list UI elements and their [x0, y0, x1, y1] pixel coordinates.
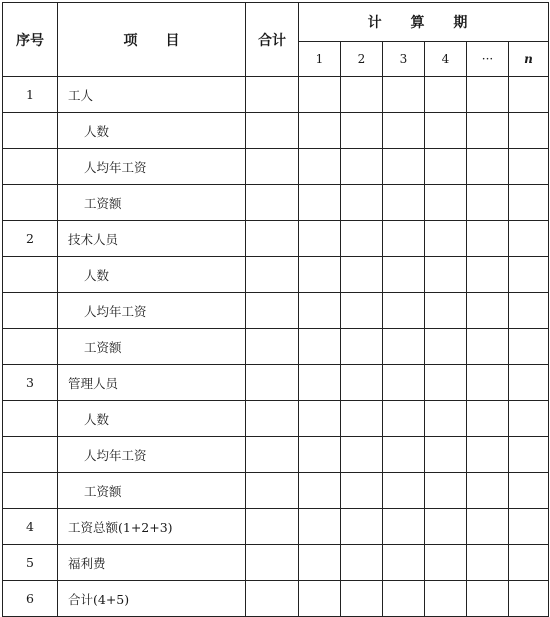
row-period-cell [299, 257, 341, 293]
row-total-cell [246, 401, 299, 437]
row-total-cell [246, 545, 299, 581]
row-seq [3, 257, 58, 293]
row-period-cell [509, 77, 549, 113]
row-period-cell [383, 365, 425, 401]
row-period-cell [383, 329, 425, 365]
row-period-cell [425, 437, 467, 473]
table-row [3, 401, 549, 437]
table-row [3, 473, 549, 509]
row-period-cell [425, 257, 467, 293]
row-period-cell [467, 365, 509, 401]
row-total-cell [246, 473, 299, 509]
row-period-cell [509, 257, 549, 293]
row-period-cell [467, 149, 509, 185]
row-item: 工资额 [58, 329, 246, 365]
row-period-cell [383, 581, 425, 617]
row-period-cell [341, 581, 383, 617]
row-period-cell [467, 77, 509, 113]
table-row [3, 437, 549, 473]
row-period-cell [425, 545, 467, 581]
row-seq: 6 [3, 581, 58, 617]
row-seq: 2 [3, 221, 58, 257]
row-period-cell [509, 185, 549, 221]
row-period-cell [341, 149, 383, 185]
row-period-cell [299, 545, 341, 581]
row-item: 人均年工资 [58, 293, 246, 329]
row-period-cell [299, 581, 341, 617]
row-item: 合计(4+5) [58, 581, 246, 617]
table-row [3, 545, 549, 581]
row-period-cell [467, 473, 509, 509]
table-row [3, 293, 549, 329]
row-period-cell [509, 113, 549, 149]
row-seq [3, 401, 58, 437]
header-period-ellipsis: ··· [467, 42, 509, 77]
row-period-cell [467, 113, 509, 149]
row-period-cell [383, 257, 425, 293]
header-period-1: 1 [299, 42, 341, 77]
row-period-cell [425, 509, 467, 545]
row-seq: 4 [3, 509, 58, 545]
row-item: 人数 [58, 113, 246, 149]
row-period-cell [509, 545, 549, 581]
row-period-cell [341, 329, 383, 365]
row-period-cell [341, 473, 383, 509]
header-item: 项 目 [58, 3, 246, 77]
row-period-cell [467, 257, 509, 293]
row-period-cell [341, 437, 383, 473]
row-total-cell [246, 293, 299, 329]
row-period-cell [383, 113, 425, 149]
row-period-cell [341, 401, 383, 437]
row-period-cell [341, 545, 383, 581]
row-item: 工资额 [58, 473, 246, 509]
row-period-cell [341, 113, 383, 149]
row-period-cell [383, 545, 425, 581]
row-period-cell [425, 365, 467, 401]
row-period-cell [383, 149, 425, 185]
row-period-cell [299, 113, 341, 149]
row-period-cell [509, 581, 549, 617]
row-period-cell [425, 581, 467, 617]
row-period-cell [299, 149, 341, 185]
row-period-cell [467, 437, 509, 473]
row-period-cell [425, 113, 467, 149]
row-item: 福利费 [58, 545, 246, 581]
row-item: 工资总额(1+2+3) [58, 509, 246, 545]
row-period-cell [509, 149, 549, 185]
row-period-cell [509, 437, 549, 473]
row-item: 人数 [58, 257, 246, 293]
row-period-cell [341, 257, 383, 293]
row-period-cell [425, 293, 467, 329]
row-item: 工人 [58, 77, 246, 113]
row-period-cell [509, 293, 549, 329]
row-period-cell [383, 221, 425, 257]
row-seq [3, 437, 58, 473]
row-total-cell [246, 365, 299, 401]
row-period-cell [509, 401, 549, 437]
row-total-cell [246, 509, 299, 545]
table-row [3, 581, 549, 617]
row-period-cell [425, 221, 467, 257]
header-period-4: 4 [425, 42, 467, 77]
row-period-cell [383, 401, 425, 437]
table-row [3, 365, 549, 401]
row-period-cell [299, 185, 341, 221]
table-row [3, 509, 549, 545]
row-period-cell [341, 365, 383, 401]
row-period-cell [341, 77, 383, 113]
header-period-3: 3 [383, 42, 425, 77]
row-period-cell [299, 365, 341, 401]
row-seq [3, 473, 58, 509]
row-seq: 1 [3, 77, 58, 113]
row-item: 人数 [58, 401, 246, 437]
row-total-cell [246, 581, 299, 617]
row-period-cell [383, 293, 425, 329]
row-period-cell [383, 437, 425, 473]
row-period-cell [425, 473, 467, 509]
row-period-cell [299, 437, 341, 473]
row-total-cell [246, 437, 299, 473]
row-period-cell [425, 401, 467, 437]
row-period-cell [299, 509, 341, 545]
row-total-cell [246, 329, 299, 365]
row-period-cell [383, 77, 425, 113]
row-seq [3, 293, 58, 329]
row-period-cell [341, 221, 383, 257]
row-period-cell [467, 221, 509, 257]
row-period-cell [341, 185, 383, 221]
row-item: 管理人员 [58, 365, 246, 401]
row-total-cell [246, 257, 299, 293]
row-period-cell [299, 221, 341, 257]
row-period-cell [467, 545, 509, 581]
row-total-cell [246, 77, 299, 113]
row-period-cell [467, 581, 509, 617]
row-period-cell [467, 329, 509, 365]
row-period-cell [383, 509, 425, 545]
table-row [3, 113, 549, 149]
row-item: 人均年工资 [58, 437, 246, 473]
row-period-cell [425, 149, 467, 185]
table-row [3, 221, 549, 257]
row-seq [3, 185, 58, 221]
row-period-cell [509, 365, 549, 401]
row-period-cell [383, 473, 425, 509]
table-row [3, 149, 549, 185]
row-period-cell [467, 401, 509, 437]
header-total: 合计 [246, 3, 299, 77]
table-row [3, 77, 549, 113]
header-period: 计 算 期 [299, 3, 549, 42]
row-period-cell [299, 77, 341, 113]
row-period-cell [425, 329, 467, 365]
row-seq [3, 113, 58, 149]
row-period-cell [509, 473, 549, 509]
row-item: 人均年工资 [58, 149, 246, 185]
row-period-cell [299, 401, 341, 437]
table-row [3, 185, 549, 221]
header-row-1 [3, 3, 549, 42]
row-period-cell [299, 293, 341, 329]
row-period-cell [425, 77, 467, 113]
row-period-cell [299, 329, 341, 365]
row-item: 技术人员 [58, 221, 246, 257]
row-period-cell [509, 329, 549, 365]
table-row [3, 329, 549, 365]
row-seq: 5 [3, 545, 58, 581]
wage-table-container [2, 2, 549, 617]
row-seq: 3 [3, 365, 58, 401]
header-seq: 序号 [3, 3, 58, 77]
row-total-cell [246, 113, 299, 149]
row-period-cell [509, 221, 549, 257]
row-period-cell [467, 509, 509, 545]
row-period-cell [341, 293, 383, 329]
row-period-cell [467, 185, 509, 221]
row-item: 工资额 [58, 185, 246, 221]
row-seq [3, 329, 58, 365]
row-period-cell [383, 185, 425, 221]
table-row [3, 257, 549, 293]
row-total-cell [246, 185, 299, 221]
table-body [3, 77, 549, 617]
wage-table [2, 2, 549, 617]
row-period-cell [299, 473, 341, 509]
header-period-2: 2 [341, 42, 383, 77]
row-total-cell [246, 221, 299, 257]
row-total-cell [246, 149, 299, 185]
row-period-cell [341, 509, 383, 545]
row-seq [3, 149, 58, 185]
header-period-n: n [509, 42, 549, 77]
row-period-cell [509, 509, 549, 545]
row-period-cell [425, 185, 467, 221]
row-period-cell [467, 293, 509, 329]
